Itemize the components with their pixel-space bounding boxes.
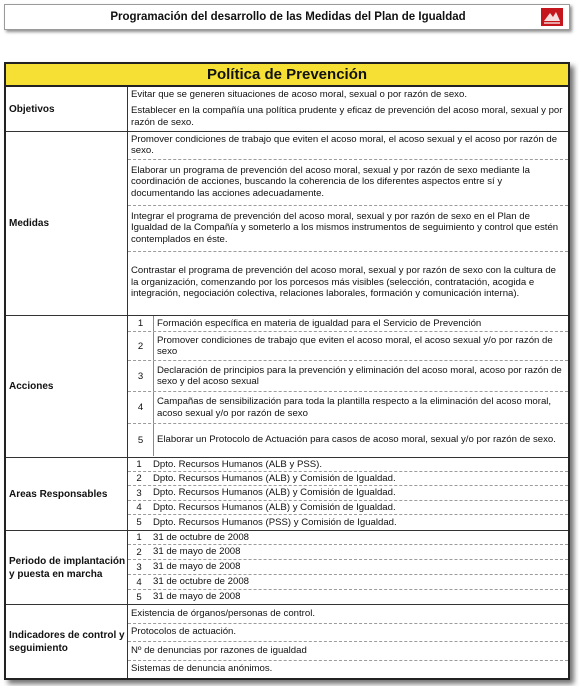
area-number: 4	[136, 502, 142, 513]
section-medidas	[6, 132, 568, 316]
area-row	[128, 515, 568, 530]
objetivo-item: Establecer en la compañía una política prudente y eficaz de prevención del acoso moral, sexual y por razón de sexo.	[131, 105, 563, 128]
accion-row	[128, 424, 568, 456]
red-logo-icon	[541, 8, 563, 26]
periodo-content	[128, 531, 568, 604]
area-number: 5	[136, 517, 142, 528]
section-label-areas: Areas Responsables	[6, 458, 128, 530]
objetivo-item: Evitar que se generen situaciones de acoso moral, sexual o por razón de sexo.	[131, 88, 467, 100]
section-label-acciones: Acciones	[6, 316, 128, 457]
area-text: Dpto. Recursos Humanos (ALB) y Comisión de Igualdad.	[153, 487, 396, 499]
medida-item: Contrastar el programa de prevención del acoso moral, sexual y por razón de sexo con la cultura de la organización, comenzando por los porcesos más visibles (selección, contratación, acogida e integración, negociación colectiva, relaciones laborales, formación y comunicación interna).	[131, 265, 557, 300]
periodo-date: 31 de mayo de 2008	[153, 561, 241, 573]
indicadores-content	[128, 605, 568, 678]
indicador-item: Protocolos de actuación.	[128, 624, 568, 643]
area-row	[128, 472, 568, 486]
periodo-number: 2	[136, 546, 142, 558]
periodo-date: 31 de mayo de 2008	[153, 591, 241, 603]
section-label-medidas: Medidas	[6, 132, 128, 315]
section-label-periodo: Periodo de implantación y puesta en marcha	[6, 531, 128, 604]
area-text: Dpto. Recursos Humanos (PSS) y Comisión de Igualdad.	[153, 516, 397, 528]
area-number: 2	[136, 473, 142, 484]
header-title: Programación del desarrollo de las Medidas del Plan de Igualdad	[110, 11, 466, 23]
medidas-content	[128, 132, 568, 315]
section-objetivos	[6, 87, 568, 132]
periodo-number: 1	[136, 532, 142, 543]
periodo-row	[128, 560, 568, 575]
accion-text: Promover condiciones de trabajo que eviten el acoso moral, el acoso sexual y/o por razón de sexo	[157, 334, 553, 357]
document-header	[4, 4, 570, 30]
area-row	[128, 501, 568, 515]
indicador-item: Existencia de órganos/personas de control.	[128, 605, 568, 624]
section-areas-responsables	[6, 458, 568, 531]
medida-item: Promover condiciones de trabajo que eviten el acoso moral, el acoso sexual y el acoso por razón de sexo.	[128, 132, 568, 160]
area-number: 1	[136, 459, 142, 470]
accion-row	[128, 392, 568, 424]
acciones-content	[128, 316, 568, 457]
accion-text: Formación específica en materia de igualdad para el Servicio de Prevención	[157, 317, 482, 329]
section-periodo	[6, 531, 568, 605]
accion-row	[128, 361, 568, 392]
periodo-row	[128, 575, 568, 590]
section-label-objetivos: Objetivos	[6, 87, 128, 131]
areas-content	[128, 458, 568, 530]
periodo-row	[128, 590, 568, 604]
accion-text: Elaborar un Protocolo de Actuación para casos de acoso moral, sexual y/o por razón de sexo.	[157, 434, 556, 446]
periodo-date: 31 de octubre de 2008	[153, 576, 250, 588]
area-text: Dpto. Recursos Humanos (ALB y PSS).	[153, 458, 323, 470]
indicador-item: Nº de denuncias por razones de igualdad	[128, 642, 568, 661]
indicador-item: Sistemas de denuncia anónimos.	[131, 663, 273, 674]
objetivos-content	[128, 87, 568, 131]
periodo-date: 31 de mayo de 2008	[153, 546, 241, 558]
accion-number: 1	[128, 316, 154, 331]
medida-item: Elaborar un programa de prevención del acoso moral, sexual y por razón de sexo mediante la coordinación de acciones, buscando la coherencia de los diferentes aspectos entre sí y documentando las acciones adecuadamente.	[128, 160, 568, 206]
periodo-row	[128, 545, 568, 560]
area-row	[128, 486, 568, 501]
medida-item: Integrar el programa de prevención del acoso moral, sexual y por razón de sexo en el Plan de Igualdad de la Compañía y someterlo a los mismos instrumentos de seguimiento y control que estén contemplados en éste.	[128, 206, 568, 252]
area-row	[128, 458, 568, 472]
policy-banner: Política de Prevención	[6, 64, 568, 87]
accion-row	[128, 316, 568, 332]
accion-number: 4	[128, 392, 154, 423]
periodo-number: 4	[136, 576, 142, 588]
periodo-number: 3	[136, 561, 142, 573]
section-acciones	[6, 316, 568, 458]
periodo-date: 31 de octubre de 2008	[153, 531, 250, 543]
periodo-row	[128, 531, 568, 545]
section-label-indicadores: Indicadores de control y seguimiento	[6, 605, 128, 678]
periodo-number: 5	[136, 591, 142, 603]
accion-text: Declaración de principios para la prevención y eliminación del acoso moral, acoso por razón de sexo y del acoso sexual	[157, 364, 562, 387]
prevention-policy-table	[4, 62, 570, 680]
accion-number: 3	[128, 361, 154, 391]
accion-row	[128, 332, 568, 361]
area-text: Dpto. Recursos Humanos (ALB) y Comisión de Igualdad.	[153, 501, 396, 513]
section-indicadores	[6, 605, 568, 678]
accion-text: Campañas de sensibilización para toda la plantilla respecto a la eliminación del acoso moral, acoso sexual y/o por razón de sexo	[157, 396, 552, 419]
area-text: Dpto. Recursos Humanos (ALB) y Comisión de Igualdad.	[153, 472, 396, 484]
area-number: 3	[136, 487, 142, 499]
accion-number: 5	[128, 424, 154, 456]
accion-number: 2	[128, 332, 154, 360]
